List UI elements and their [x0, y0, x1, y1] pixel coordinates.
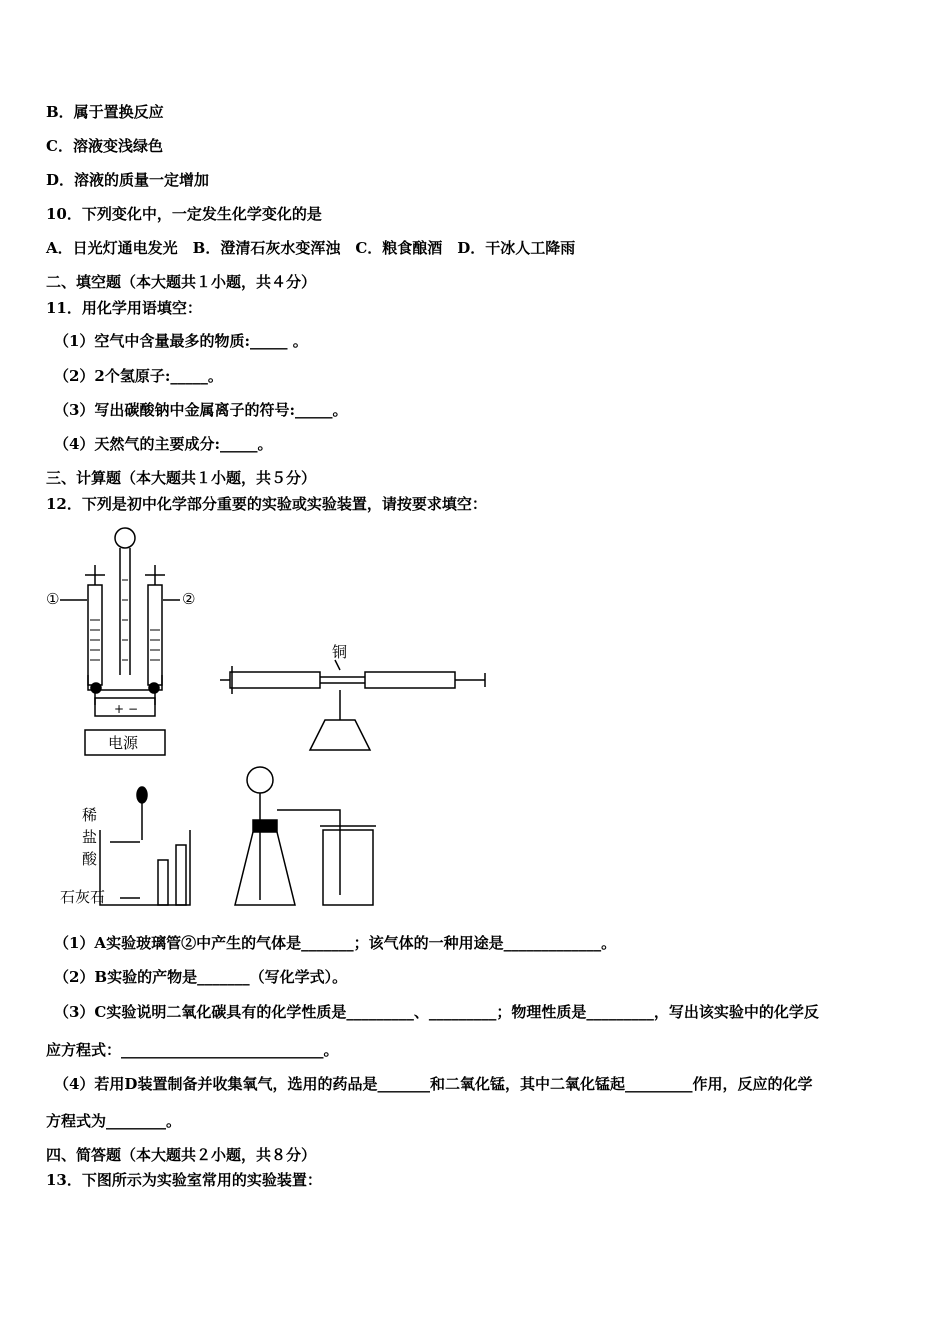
- option-c: C．溶液变浅绿色: [46, 137, 163, 155]
- question-11: 11．用化学用语填空：: [46, 299, 202, 317]
- question-11-part-4: （4）天然气的主要成分:_____。: [54, 435, 273, 453]
- limestone-label: 石灰石: [60, 888, 106, 906]
- question-12-part-4-cont: 方程式为________。: [46, 1112, 182, 1130]
- electrolysis-liquid: [90, 580, 160, 660]
- option-b: B．属于置换反应: [46, 103, 164, 121]
- flask-gas-jar-apparatus: [235, 767, 376, 905]
- beaker-candle-apparatus: [100, 787, 190, 905]
- question-12-part-2: （2）B实验的产物是_______（写化学式）。: [54, 968, 348, 986]
- power-plus: +: [114, 702, 125, 716]
- electrode-marker-2: ②: [182, 590, 196, 608]
- question-12-part-3-cont: 应方程式：___________________________。: [46, 1041, 339, 1059]
- question-12-part-3: （3）C实验说明二氧化碳具有的化学性质是_________、_________；物理性质是_________，写出该实验中的化学反: [54, 1003, 819, 1021]
- question-10: 10．下列变化中，一定发生化学变化的是: [46, 205, 322, 223]
- question-10-options: A．日光灯通电发光 B．澄清石灰水变浑浊 C．粮食酿酒 D．干冰人工降雨: [46, 239, 576, 257]
- acid-label-2: 盐: [82, 828, 98, 846]
- section-calc-heading: 三、计算题（本大题共１小题，共５分）: [46, 469, 317, 487]
- section-short-answer-heading: 四、简答题（本大题共２小题，共８分）: [46, 1146, 317, 1164]
- question-11-part-3: （3）写出碳酸钠中金属离子的符号:_____。: [54, 401, 348, 419]
- section-fill-blank-heading: 二、填空题（本大题共１小题，共４分）: [46, 273, 317, 291]
- question-12: 12．下列是初中化学部分重要的实验或实验装置，请按要求填空：: [46, 495, 487, 513]
- copper-heating-apparatus: [220, 660, 485, 750]
- power-minus: −: [128, 702, 139, 716]
- option-d: D．溶液的质量一定增加: [46, 171, 210, 189]
- question-12-part-1: （1）A实验玻璃管②中产生的气体是_______；该气体的一种用途是_____________。: [54, 934, 617, 952]
- question-11-part-2: （2）2个氢原子:_____。: [54, 367, 223, 385]
- question-11-part-1: （1）空气中含量最多的物质:_____ 。: [54, 332, 308, 350]
- question-13: 13．下图所示为实验室常用的实验装置：: [46, 1171, 322, 1189]
- question-12-part-4: （4）若用D装置制备并收集氧气，选用的药品是_______和二氧化锰，其中二氧化锰起_________作用，反应的化学: [54, 1075, 813, 1093]
- experiment-figure: [40, 520, 510, 920]
- copper-label: 铜: [332, 643, 348, 661]
- acid-label-3: 酸: [82, 850, 98, 868]
- electrode-marker-1: ①: [46, 590, 60, 608]
- electrolysis-apparatus: [60, 528, 180, 755]
- power-supply-label: 电源: [108, 734, 139, 752]
- acid-label-1: 稀: [82, 806, 98, 824]
